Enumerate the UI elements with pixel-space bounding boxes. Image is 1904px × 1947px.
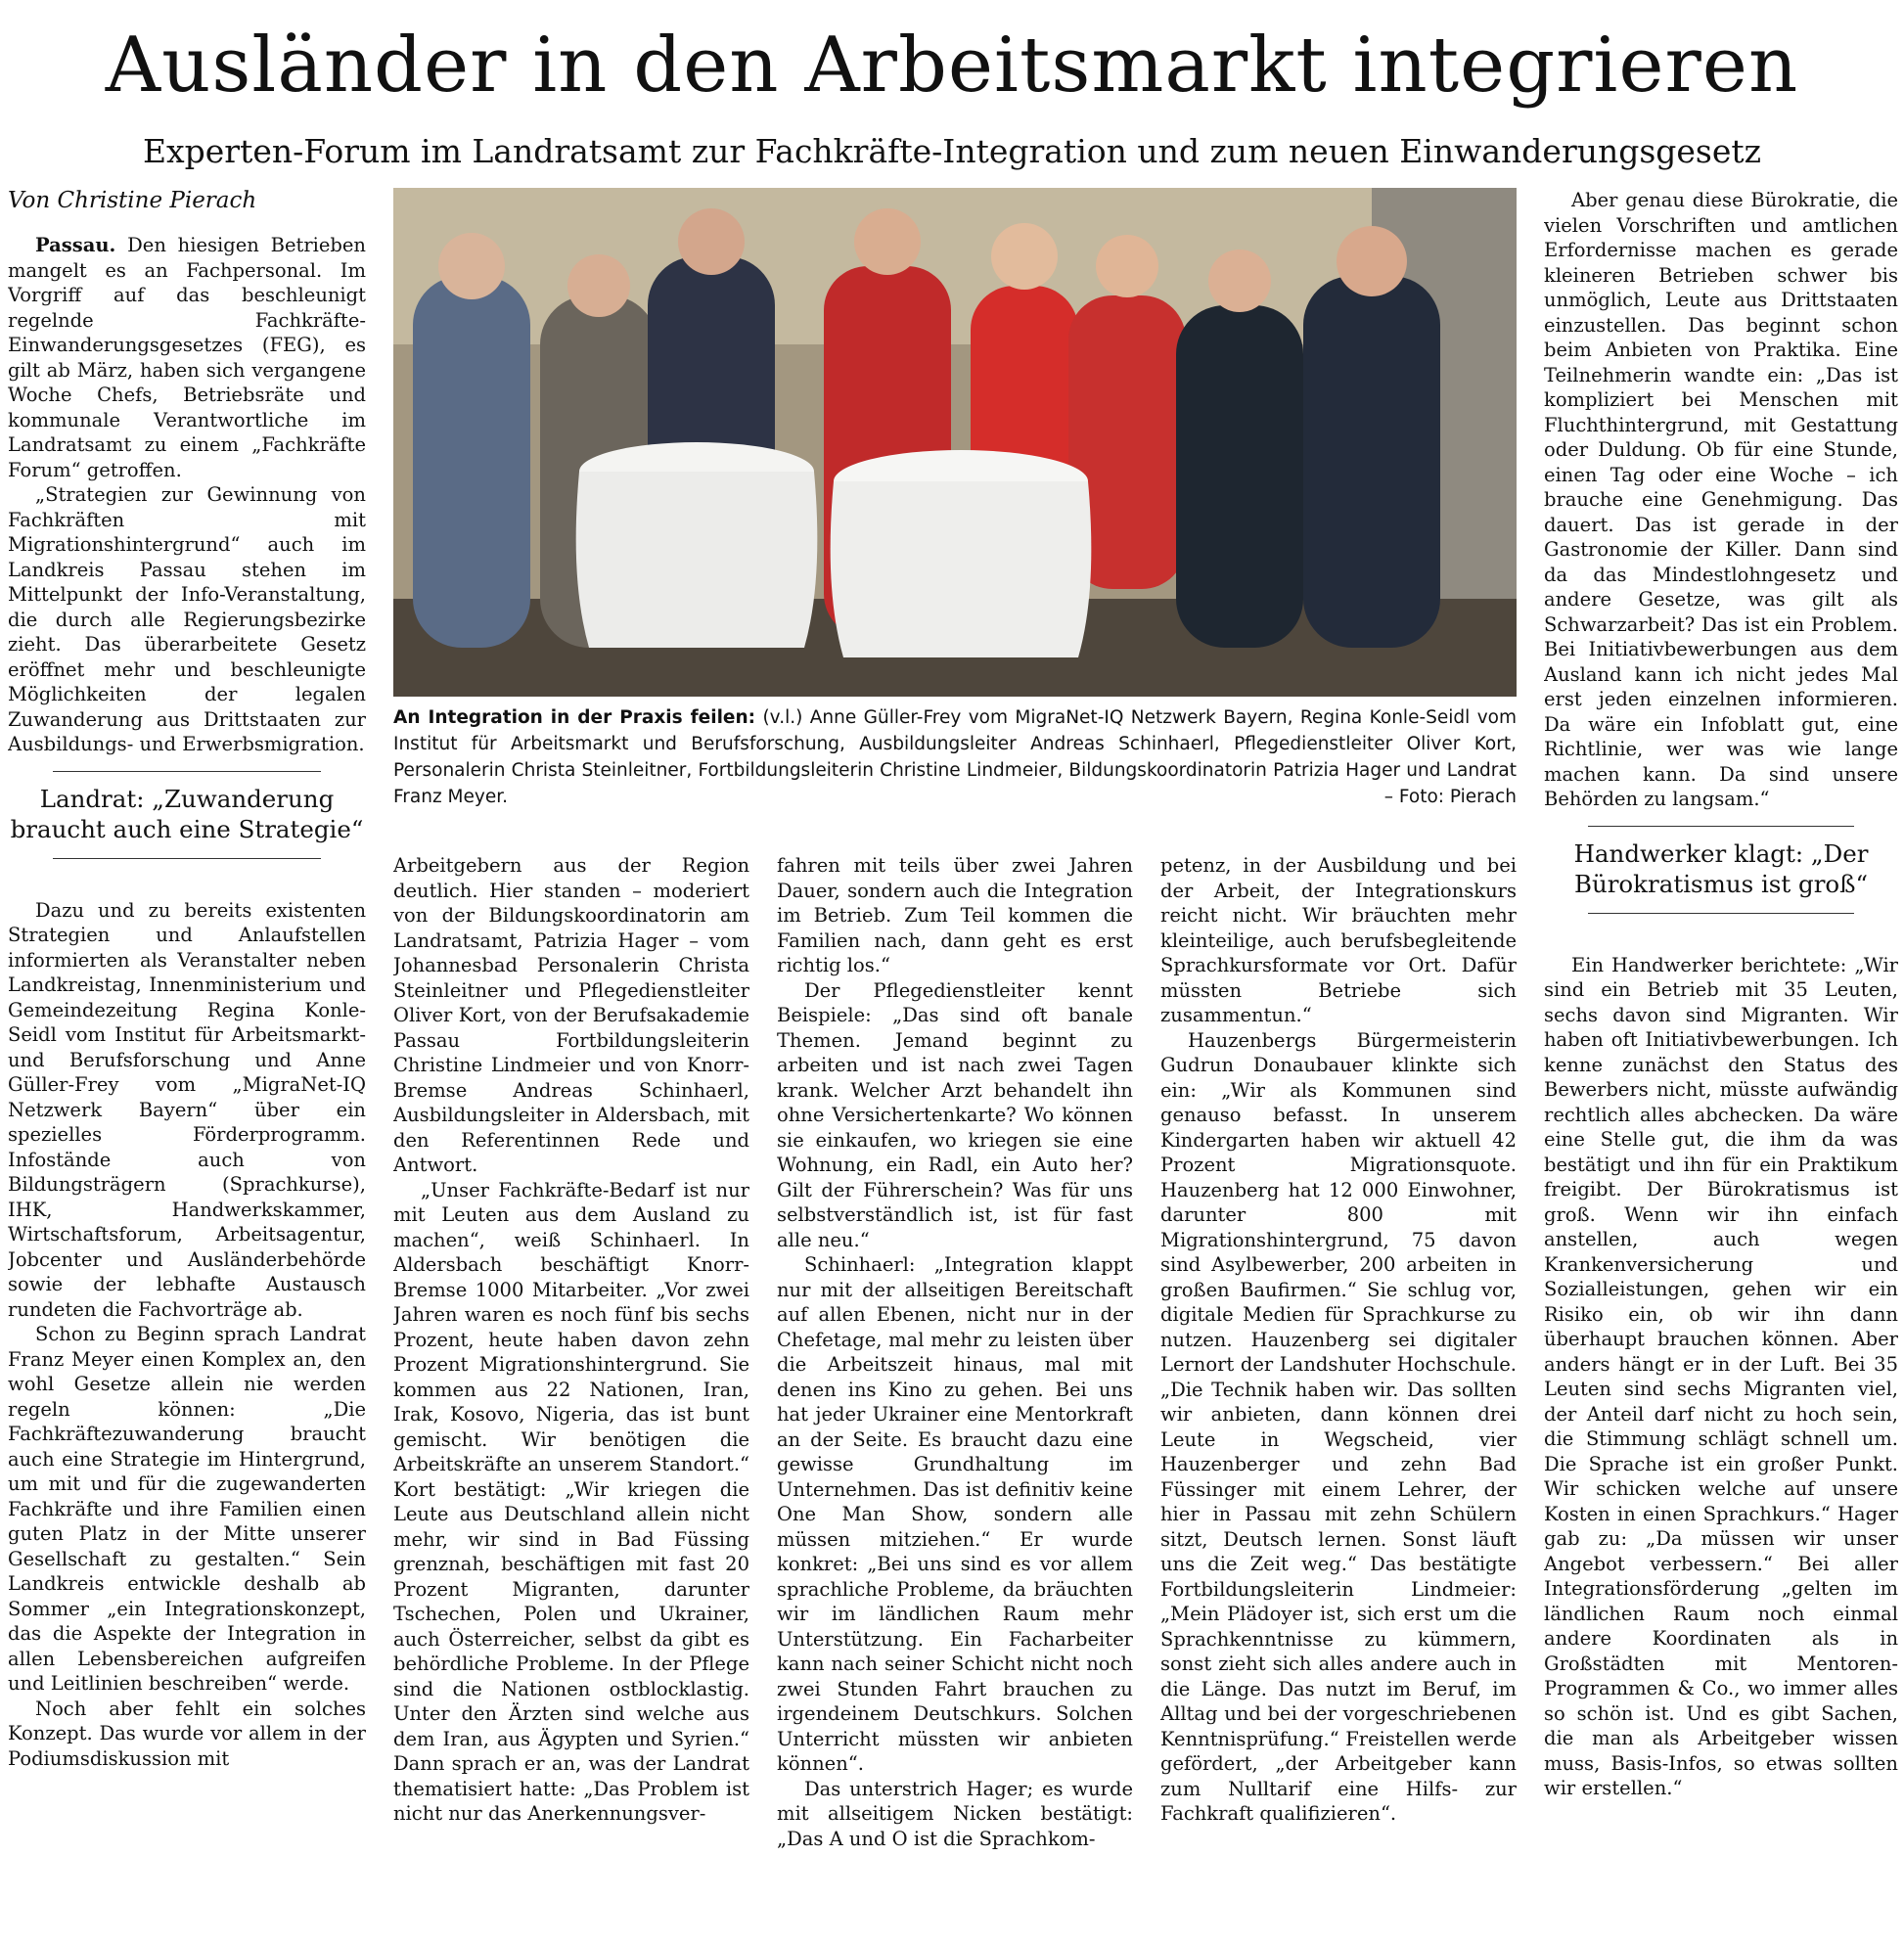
paragraph: Arbeitgebern aus der Region deutlich. Hier standen – moderiert von der Bildungskoordinatorin am Landratsamt, Patrizia Hager – vom Johannesbad Personalerin Christa Steinleitner und Pflegedienstleiter Oliver Kort, von der Berufsakademie Passau Fortbildungsleiterin Christine Lindmeier und von Knorr-Bremse Andreas Schinhaerl, Ausbildungsleiter in Aldersbach, mit den Referentinnen Rede und Antwort. [393,854,749,1176]
paragraph: petenz, in der Ausbildung und bei der Arbeit, der Integrationskurs reicht nicht. Wir bräuchten mehr kleinteilige, auch berufsbegleitende Sprachkursformate vor Ort. Dafür müssten Betriebe sich zusammentun.“ [1160,854,1517,1026]
paragraph: Dazu und zu bereits existenten Strategien und Anlaufstellen informierten als Veranstalter neben Landkreistag, Innenministerium und Gemeindezeitung Regina Konle-Seidl vom Institut für Arbeitsmarkt- und Berufsforschung und Anne Güller-Frey vom „MigraNet-IQ Netzwerk Bayern“ über ein spezielles Förderprogramm. Infostände auch von Bildungsträgern (Sprachkurse), IHK, Handwerkskammer, Wirtschaftsforum, Arbeitsagentur, Jobcenter und Ausländerbehörde sowie der lebhafte Austausch rundeten die Fachvorträge ab. [8,898,366,1321]
byline: Von Christine Pierach [8,188,257,213]
paragraph: Ein Handwerker berichtete: „Wir sind ein Betrieb mit 35 Leuten, sechs davon sind Migranten. Wir haben oft Initiativbewerbungen. Ich kenne zunächst den Status des Bewerbers nicht, müsste aufwändig rechtlich alles abchecken. Da wäre eine Stelle gut, die ihm da was bestätigt und ihn für ein Praktikum freigibt. Der Bürokratismus ist groß. Wenn wir ihn einfach anstellen, auch wegen Krankenversicherung und Sozialleistungen, gehen wir ein Risiko ein, ob wir ihn dann überhaupt brauchen können. Aber anders hängt er in der Luft. Bei 35 Leuten sind sechs Migranten viel, der Anteil darf nicht zu hoch sein, die Stimmung schlägt schnell um. Die Sprache ist ein großer Punkt. Wir schicken welche auf unsere Kosten in einen Sprachkurs.“ Hager gab zu: „Da müssen wir unser Angebot verbessern.“ Bei aller Integrationsförderung „gelten im ländlichen Raum noch einmal andere Koordinaten als in Großstädten mit Mentoren-Programmen & Co., wo immer alles so schön ist. Und es gibt Sachen, die man als Arbeitgeber wissen muss, Basis-Infos, so etwas sollten wir erstellen.“ [1544,953,1898,1799]
paragraph-text: Den hiesigen Betrieben mangelt es an Fachpersonal. Im Vorgriff auf das beschleunigt regelnde Fachkräfte-Einwanderungsgesetzes (FEG), es gilt ab März, haben sich vergangene Woche Chefs, Betriebsräte und kommunale Verantwortliche im Landratsamt zu einem „Fachkräfte Forum“ getroffen. [8,234,366,481]
paragraph: fahren mit teils über zwei Jahren Dauer, sondern auch die Integration im Betrieb. Zum Teil kommen die Familien nach, dann geht es erst richtig los.“ [777,854,1133,976]
headline: Ausländer in den Arbeitsmarkt integrieren [105,22,1799,110]
paragraph: Hauzenbergs Bürgermeisterin Gudrun Donaubauer klinkte sich ein: „Wir als Kommunen sind genauso befasst. In unserem Kindergarten haben wir aktuell 42 Prozent Migrationsquote. Hauzenberg hat 12 000 Einwohner, darunter 800 mit Migrationshintergrund, 75 davon sind Asylbewerber, 200 arbeiten in großen Baufirmen.“ Sie schlug vor, digitale Medien für Sprachkurse zu nutzen. Hauzenberg sei digitaler Lernort der Landshuter Hochschule. „Die Technik haben wir. Das sollten wir anbieten, dann können drei Leute in Wegscheid, vier Hauzenberger und zehn Bad Füssinger mit einem Lehrer, der hier in Passau mit zehn Schülern sitzt, Deutsch lernen. Sonst läuft uns die Zeit weg.“ Das bestätigte Fortbildungsleiterin Lindmeier: „Mein Plädoyer ist, sich erst um die Sprachkenntnisse zu kümmern, sonst zieht sich alles andere auch in die Länge. Das nutzt im Beruf, im Alltag und bei der vorgeschriebenen Kenntnisprüfung.“ Freistellen werde gefördert, „der Arbeitgeber kann zum Nulltarif eine Hilfs- zur Fachkraft qualifizieren“. [1160,1028,1517,1825]
subheadline: Experten-Forum im Landratsamt zur Fachkräfte-Integration und zum neuen Einwanderungsgesetz [142,132,1762,170]
divider [1588,913,1854,914]
paragraph [8,233,366,482]
paragraph: „Strategien zur Gewinnung von Fachkräften mit Migrationshintergrund“ auch im Landkreis Passau stehen im Mittelpunkt der Info-Veranstaltung, die durch alle Regierungsbezirke zieht. Das überarbeitete Gesetz eröffnet mehr und beschleunigte Möglichkeiten der legalen Zuwanderung aus Drittstaaten zur Ausbildungs- und Erwerbsmigration. [8,483,366,755]
article-photo [393,188,1517,697]
paragraph: Schinhaerl: „Integration klappt nur mit der allseitigen Bereitschaft auf allen Ebenen, nicht nur in der Chefetage, mal mehr zu leisten über die Arbeitszeit hinaus, mal mit denen ins Kino zu gehen. Bei uns hat jeder Ukrainer eine Mentorkraft an der Seite. Es braucht dazu eine gewisse Grundhaltung im Unternehmen. Das ist definitiv keine One Man Show, sondern alle müssen mitziehen.“ Er wurde konkret: „Bei uns sind es vor allem sprachliche Probleme, da bräuchten wir im ländlichen Raum mehr Unterstützung. Ein Facharbeiter kann nach seiner Schicht nicht noch zwei Stunden Fahrt brauchen zu irgendeinem Deutschkurs. Solchen Unterricht müssten wir anbieten können“. [777,1253,1133,1775]
paragraph: Das unterstrich Hager; es wurde mit allseitigem Nicken bestätigt: „Das A und O ist die Sprachkom- [777,1777,1133,1850]
subhead-landrat: Landrat: „Zuwanderung braucht auch eine Strategie“ [10,784,364,843]
column-1 [8,186,366,1947]
paragraph: Aber genau diese Bürokratie, die vielen Vorschriften und amtlichen Erfordernisse machen es gerade kleineren Betrieben schwer bis unmöglich, Leute aus Drittstaaten einzustellen. Das beginnt schon beim Anbieten von Praktika. Eine Teilnehmerin wandte ein: „Das ist kompliziert bei Menschen mit Fluchthintergrund, mit Gestattung oder Duldung. Ob für eine Stunde, einen Tag oder eine Woche – ich brauche eine Genehmigung. Das dauert. Das ist gerade in der Gastronomie der Killer. Dann sind da das Mindestlohngesetz und andere Gesetze, was gilt als Schwarzarbeit? Das ist ein Problem. Bei Initiativbewerbungen aus dem Ausland kann ich nicht jedes Mal erst jeden einzelnen informieren. Da wäre ein Infoblatt gut, eine Richtlinie, wer was wie lange machen kann. Da sind unsere Behörden zu langsam.“ [1544,189,1898,810]
column-4 [1160,853,1517,1947]
paragraph: „Unser Fachkräfte-Bedarf ist nur mit Leuten aus dem Ausland zu machen“, weiß Schinhaerl. In Aldersbach beschäftigt Knorr-Bremse 1000 Mitarbeiter. „Vor zwei Jahren waren es noch fünf bis sechs Prozent, heute haben davon zehn Prozent Migrationshintergrund. Sie kommen aus 22 Nationen, Iran, Irak, Kosovo, Nigeria, das ist bunt gemischt. Wir benötigen die Arbeitskräfte an unserem Standort.“ Kort bestätigt: „Wir kriegen die Leute aus Deutschland allein nicht mehr, wir sind in Bad Füssing grenznah, beschäftigen mit fast 20 Prozent Migranten, darunter Tschechen, Polen und Ukrainer, auch Österreicher, selbst da gibt es behördliche Probleme. In der Pflege sind die Nationen ostblocklastig. Unter den Ärzten sind welche aus dem Iran, aus Ägypten und Syrien.“ Dann sprach er an, was der Landrat thematisiert hatte: „Das Problem ist nicht nur das Anerkennungsver- [393,1178,749,1825]
caption-lead: An Integration in der Praxis feilen: [393,707,756,728]
caption-text: (v.l.) Anne Güller-Frey vom MigraNet-IQ Netzwerk Bayern, Regina Konle-Seidl vom Institut für Arbeitsmarkt und Berufsforschung, Ausbildungsleiter Andreas Schinhaerl, Pflegedienstleiter Oliver Kort, Personalerin Christa Steinleitner, Fortbildungsleiterin Christine Lindmeier, Bildungskoordinatorin Patrizia Hager und Landrat Franz Meyer. [393,707,1517,807]
photo-credit: – Foto: Pierach [1383,787,1517,807]
divider [53,771,322,772]
paragraph: Der Pflegedienstleiter kennt Beispiele: „Das sind oft banale Themen. Jemand beginnt zu arbeiten und ist nach zwei Tagen krank. Welcher Arzt behandelt ihn ohne Versichertenkarte? Wo können sie einkaufen, wo kriegen sie eine Wohnung, ein Radl, ein Auto her? Gilt der Führerschein? Was für uns selbstverständlich ist, ist für fast alle neu.“ [777,978,1133,1251]
column-5 [1544,188,1898,1947]
divider [53,858,322,859]
column-3 [777,853,1133,1947]
paragraph: Schon zu Beginn sprach Landrat Franz Meyer einen Komplex an, den wohl Gesetze allein nie werden regeln können: „Die Fachkräftezuwanderung braucht auch eine Strategie im Hintergrund, um mit und für die zugewanderten Fachkräfte und ihre Familien einen guten Platz in der Mitte unserer Gesellschaft zu gestalten.“ Sein Landkreis entwickle deshalb ab Sommer „ein Integrationskonzept, das die Aspekte der Integration in allen Lebensbereichen aufgreifen und Leitlinien beschreiben“ werde. [8,1323,366,1695]
subhead-handwerker: Handwerker klagt: „Der Bürokratismus ist groß“ [1573,838,1869,898]
photo-illustration [393,188,1517,697]
divider [1588,826,1854,827]
dateline: Passau. [35,234,116,256]
column-2 [393,853,749,1947]
photo-caption [393,704,1517,810]
paragraph: Noch aber fehlt ein solches Konzept. Das wurde vor allem in der Podiumsdiskussion mit [8,1697,366,1770]
